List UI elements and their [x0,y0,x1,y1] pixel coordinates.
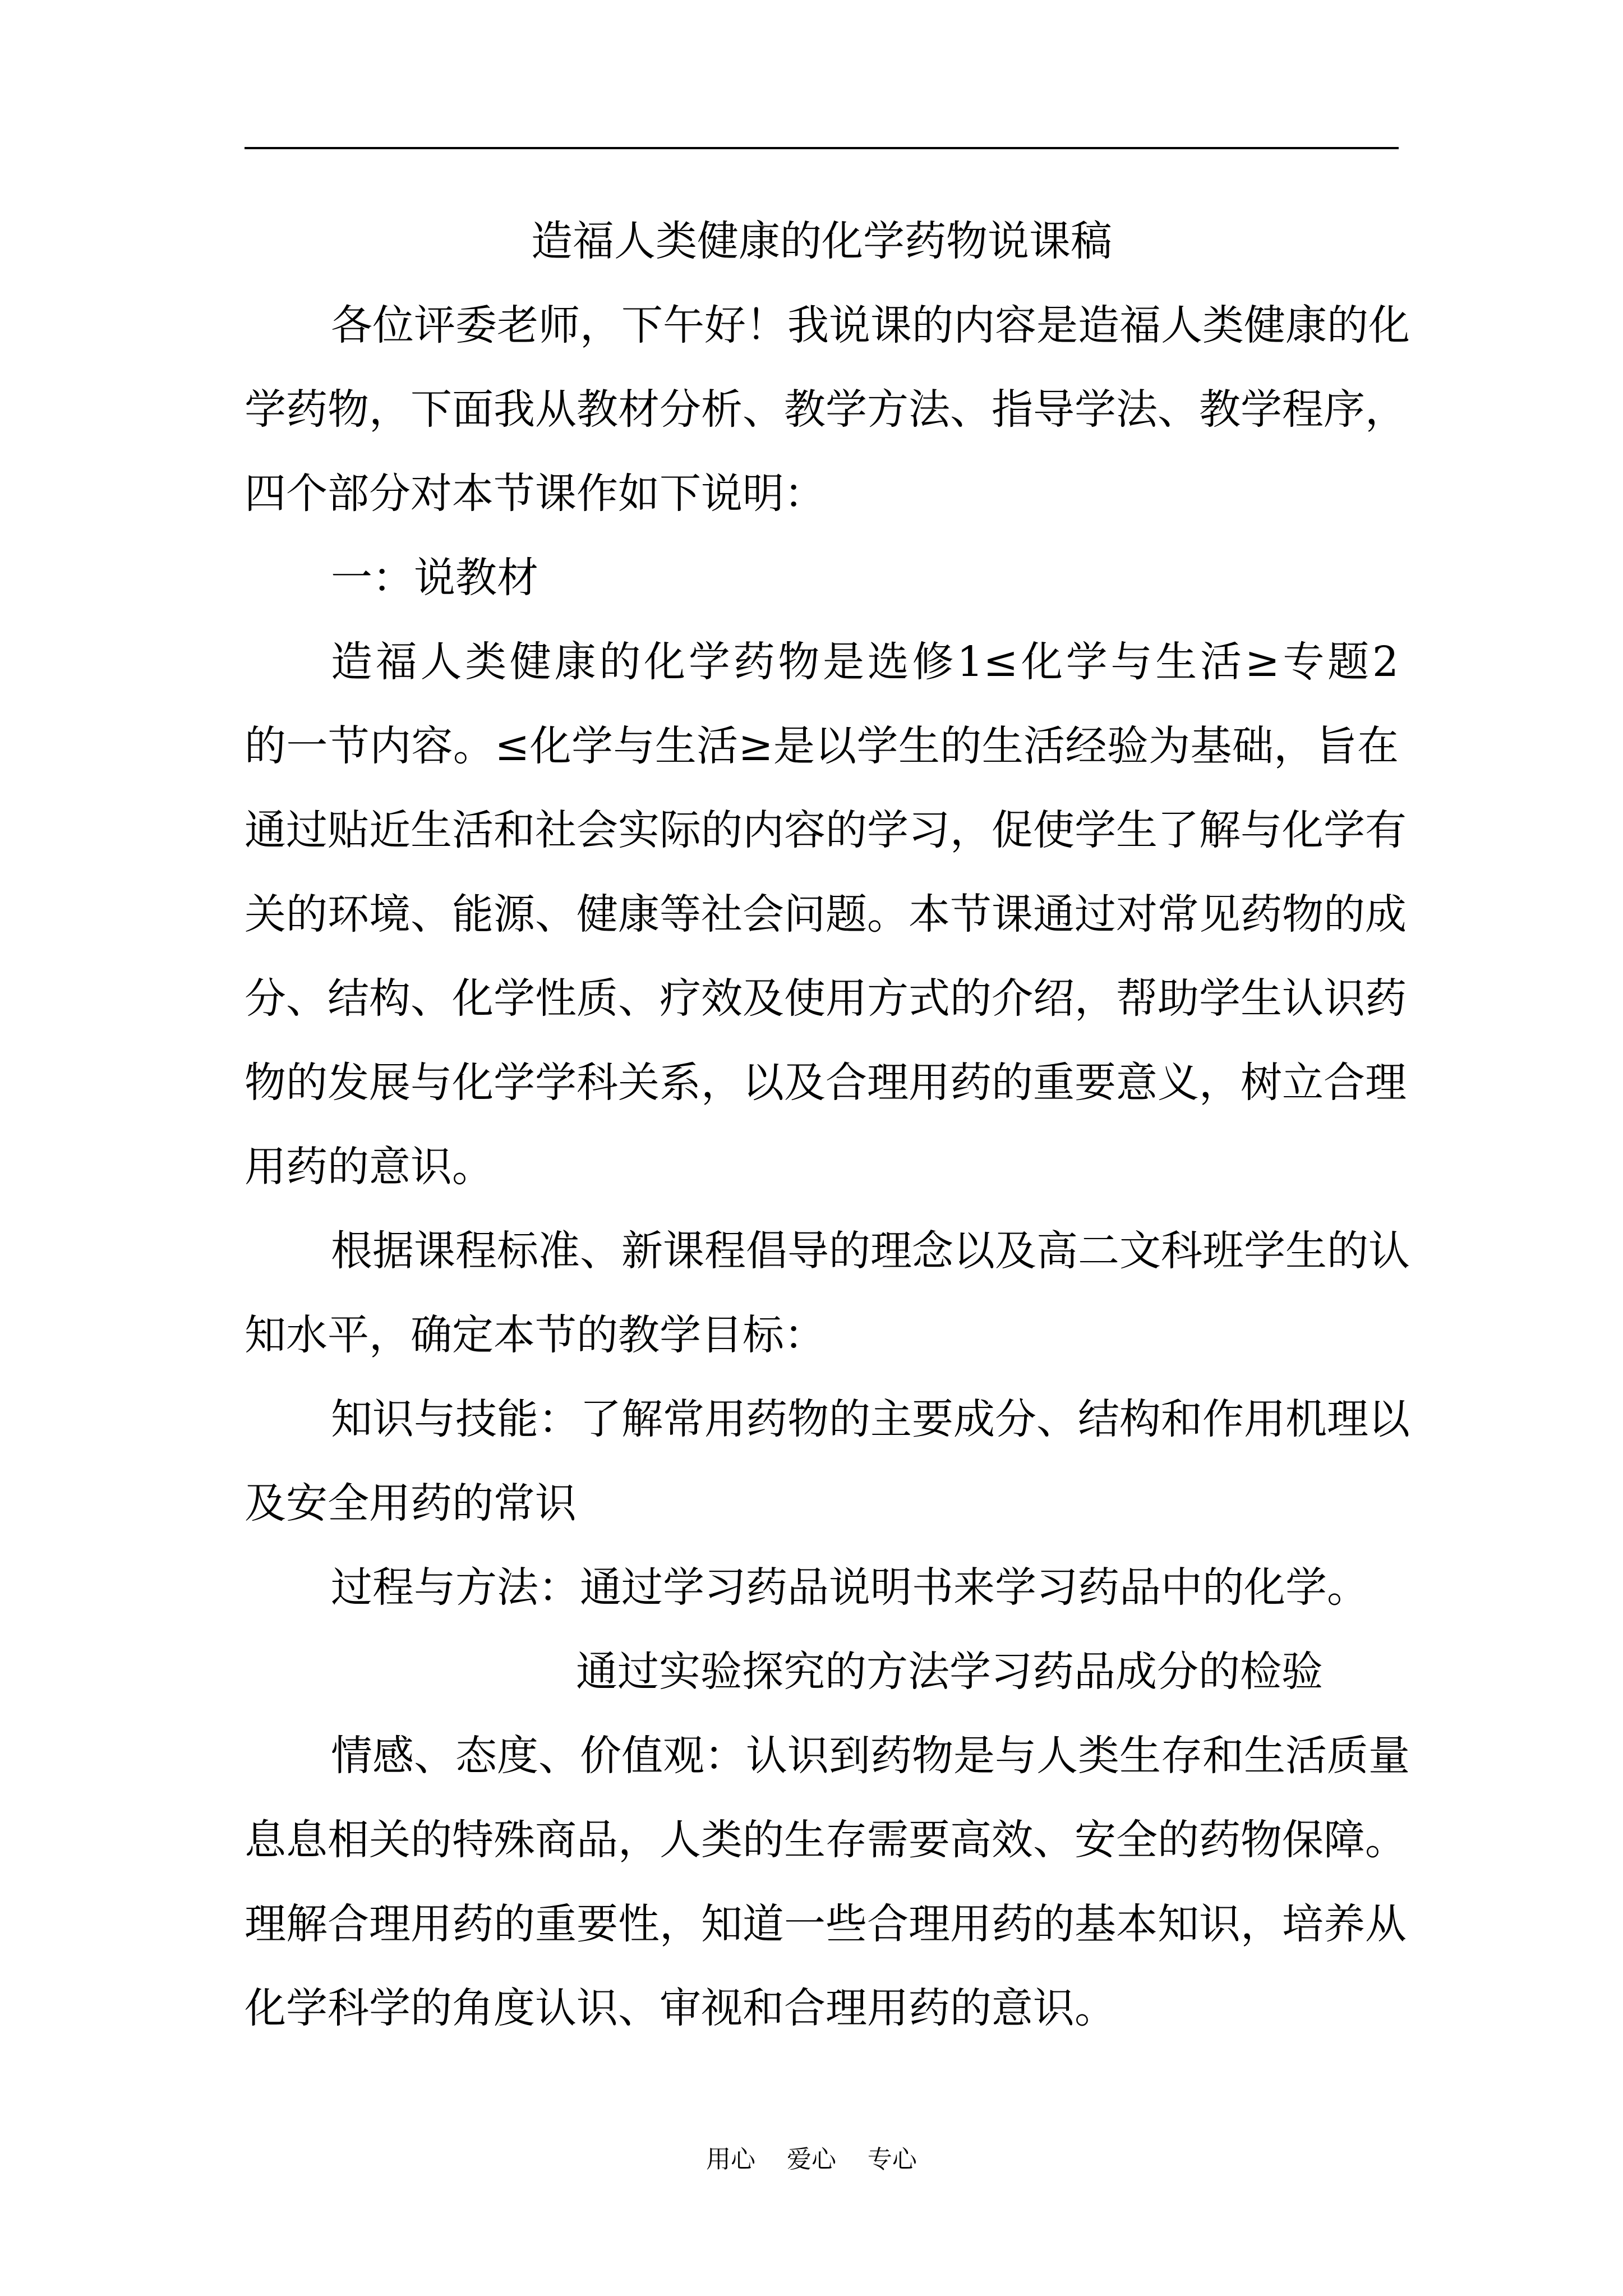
paragraph-line: 过程与方法：通过学习药品说明书来学习药品中的化学。 [331,1563,1368,1612]
paragraph-line: 息息相关的特殊商品，人类的生存需要高效、安全的药物保障。 [245,1816,1407,1864]
paragraph-line: 用药的意识。 [245,1143,494,1191]
paragraph-line: 造福人类健康的化学药物是选修1≤化学与生活≥专题2 [331,638,1399,686]
header-rule [245,147,1399,149]
paragraph-line: 各位评委老师，下午好！我说课的内容是造福人类健康的化 [331,301,1410,349]
section-heading: 一：说教材 [331,554,538,602]
paragraph-line: 知水平，确定本节的教学目标： [245,1311,826,1359]
paragraph-line: 分、结构、化学性质、疗效及使用方式的介绍，帮助学生认识药 [245,974,1407,1023]
document-title: 造福人类健康的化学药物说课稿 [531,217,1112,265]
page-footer: 用心 爱心 专心 [706,2145,917,2174]
paragraph-line: 的一节内容。≤化学与生活≥是以学生的生活经验为基础，旨在 [245,722,1399,770]
paragraph-line: 及安全用药的常识 [245,1479,577,1527]
paragraph-line: 学药物，下面我从教材分析、教学方法、指导学法、教学程序， [245,385,1407,434]
paragraph-line: 知识与技能：了解常用药物的主要成分、结构和作用机理以 [331,1395,1410,1443]
paragraph-line: 情感、态度、价值观：认识到药物是与人类生存和生活质量 [331,1732,1410,1780]
paragraph-line: 化学科学的角度认识、审视和合理用药的意识。 [245,1984,1116,2032]
paragraph-line: 理解合理用药的重要性，知道一些合理用药的基本知识，培养从 [245,1900,1407,1948]
paragraph-line: 四个部分对本节课作如下说明： [245,470,826,518]
paragraph-line: 通过实验探究的方法学习药品成分的检验 [576,1648,1323,1696]
paragraph-line: 通过贴近生活和社会实际的内容的学习，促使学生了解与化学有 [245,806,1407,854]
paragraph-line: 物的发展与化学学科关系，以及合理用药的重要意义，树立合理 [245,1059,1407,1107]
paragraph-line: 关的环境、能源、健康等社会问题。本节课通过对常见药物的成 [245,890,1407,938]
paragraph-line: 根据课程标准、新课程倡导的理念以及高二文科班学生的认 [331,1227,1410,1275]
